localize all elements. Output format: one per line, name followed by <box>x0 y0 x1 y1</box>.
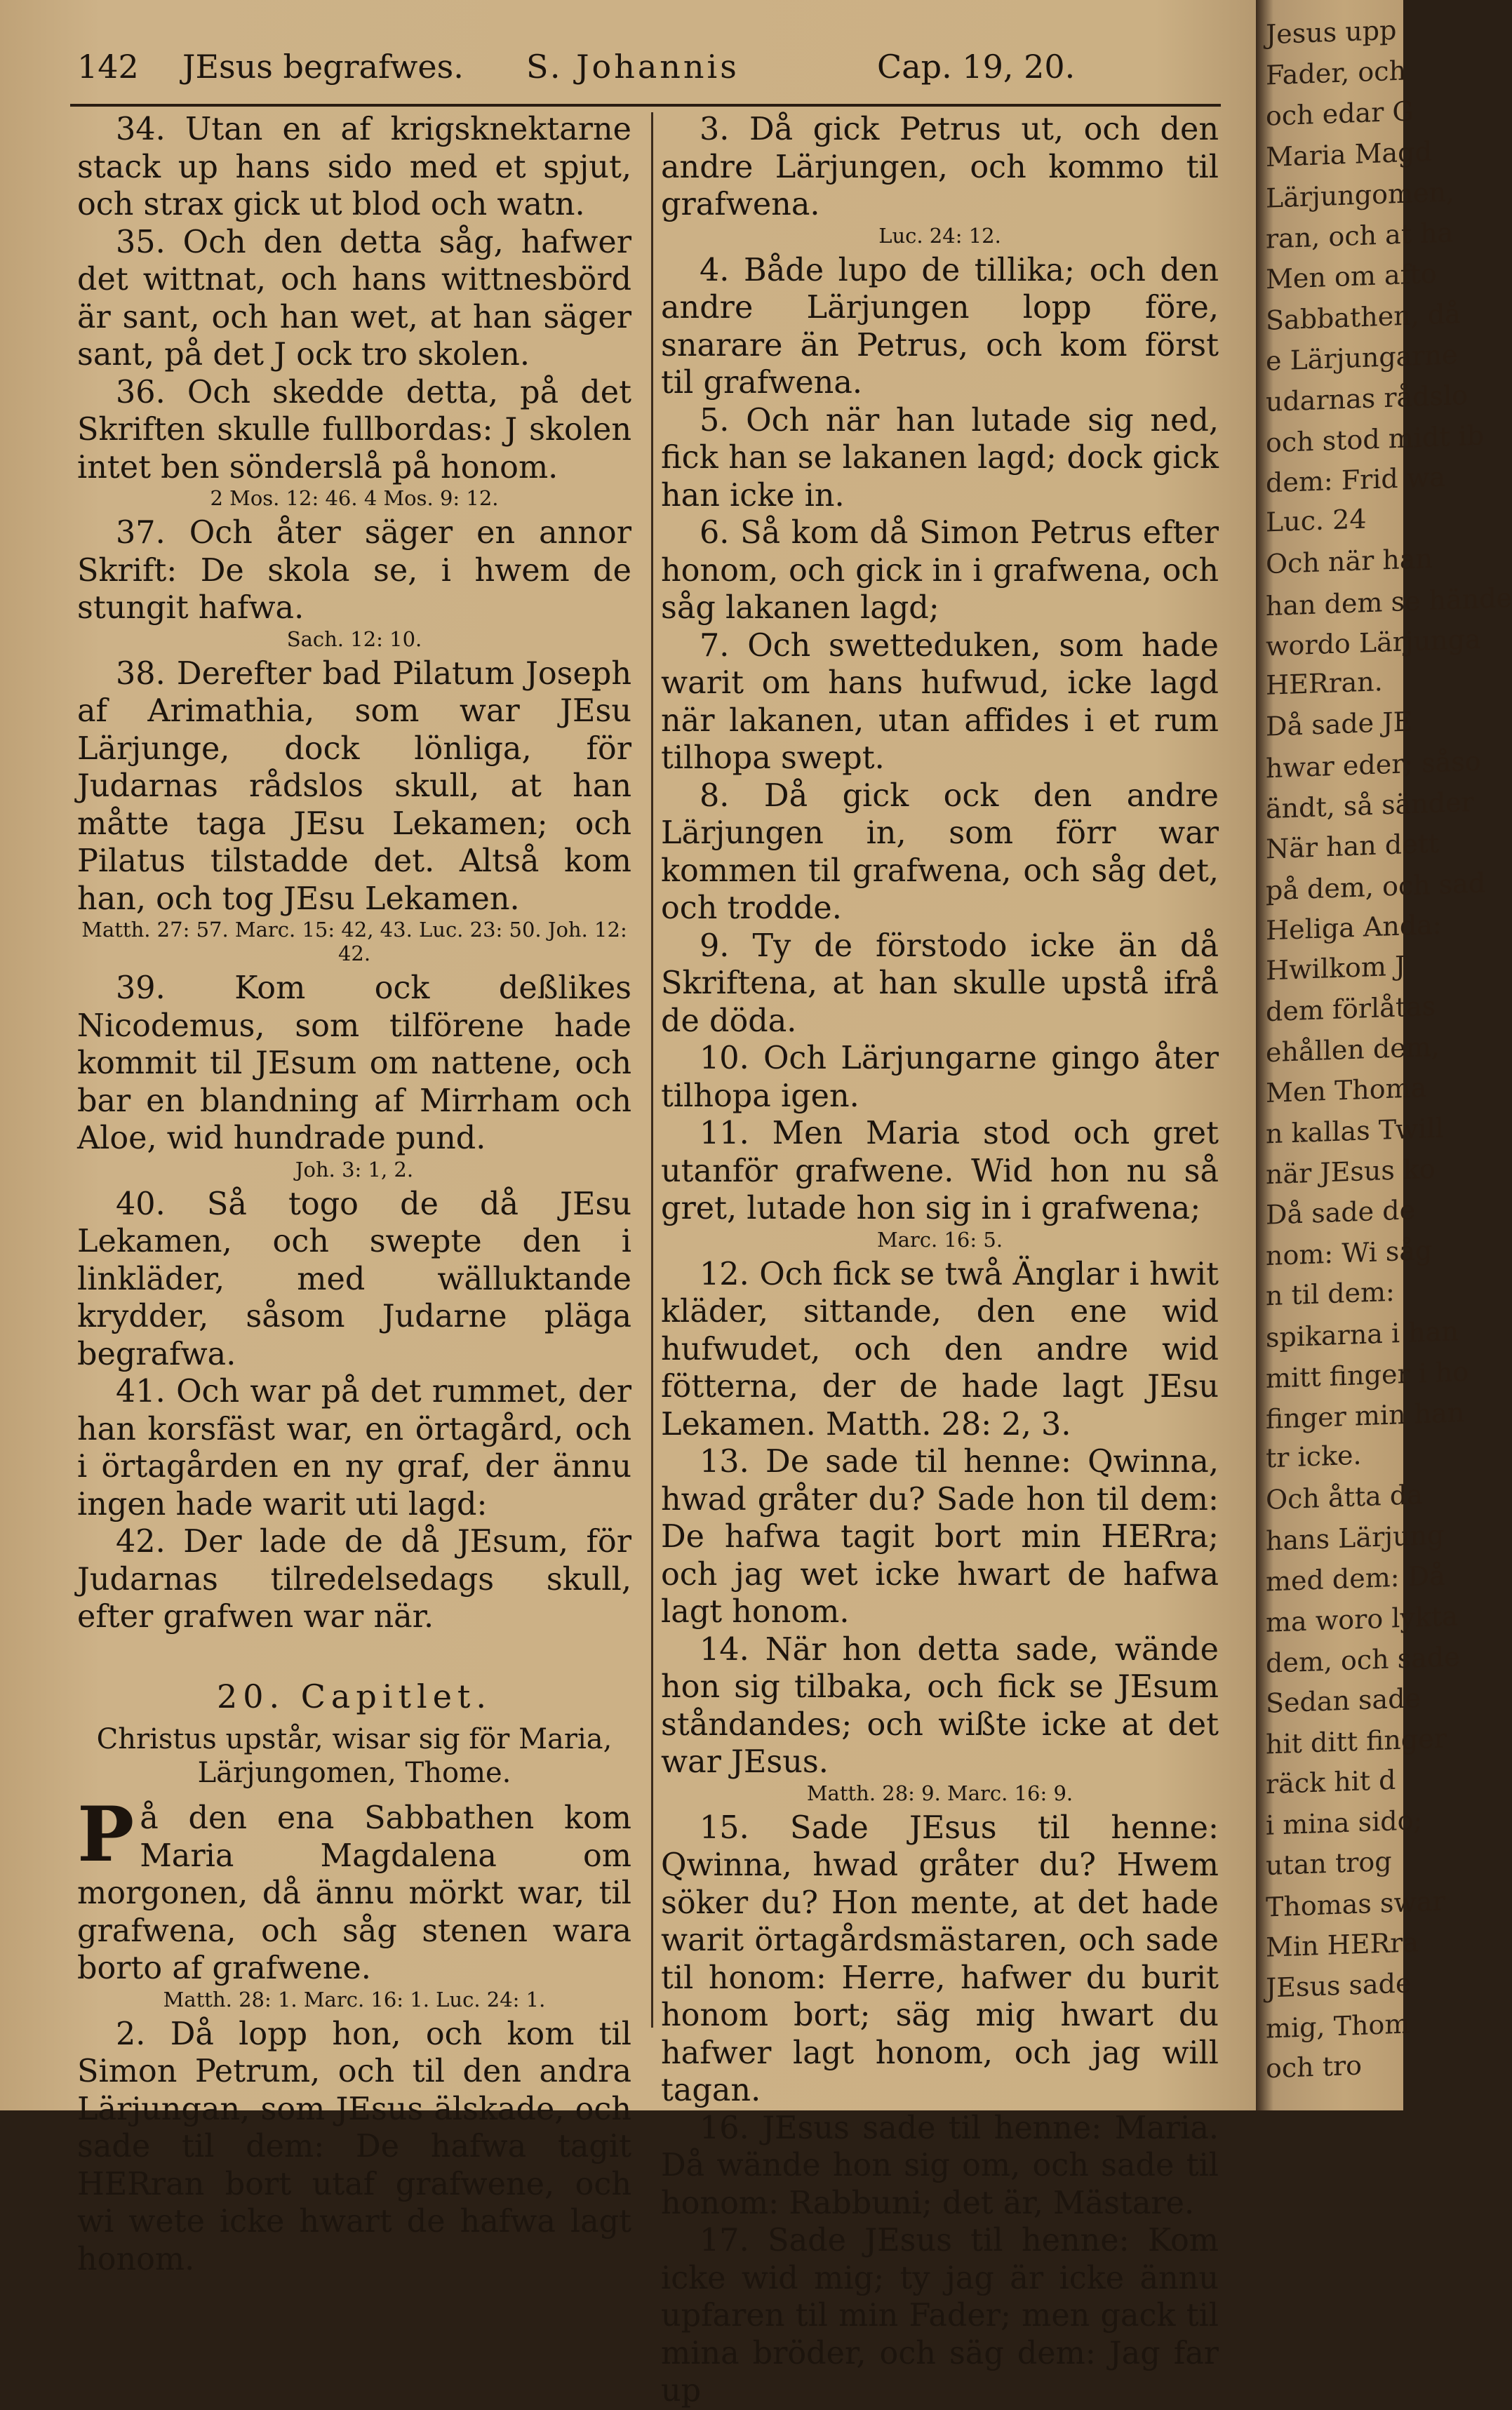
chapter-ref: Cap. 19, 20. <box>877 48 1076 86</box>
facing-page-fragment: Lärjungomen, <box>1266 176 1455 214</box>
facing-page-fragment: Sabbathen, då <box>1266 298 1461 336</box>
right-column <box>661 111 1219 2410</box>
facing-page-fragment: utan trog <box>1266 1845 1392 1882</box>
verse: 10. Och Lärjungarne gingo åter tilhopa igen. <box>661 1040 1219 1114</box>
facing-page-fragment: mitt finger i ho <box>1266 1355 1469 1395</box>
cross-reference: Matth. 28: 1. Marc. 16: 1. Luc. 24: 1. <box>163 1987 546 2011</box>
facing-page-fragment: Luc. 24 <box>1266 503 1367 538</box>
facing-page-fragment: i mina sido; <box>1266 1805 1423 1841</box>
cross-reference: Marc. 16: 5. <box>876 1227 1003 1252</box>
book-title: S. Johannis <box>526 48 740 86</box>
facing-page-fragment: hit ditt finger <box>1266 1722 1447 1760</box>
cross-reference: Matth. 27: 57. Marc. 15: 42, 43. Luc. 23: 50. Joh. 12: 42. <box>81 918 627 965</box>
verse: 5. Och när han lutade sig ned, fick han se lakanen lagd; dock gick han icke in. <box>661 402 1219 514</box>
facing-page-fragment: Hwilkom J <box>1266 950 1406 986</box>
facing-page-fragment: ändt, så sänder <box>1266 786 1474 825</box>
facing-page-fragment: och edar G <box>1266 95 1414 132</box>
facing-page-fragment: Men om afto <box>1266 257 1437 295</box>
facing-page-fragment: och tro <box>1266 2049 1363 2084</box>
verse: 6. Så kom då Simon Petrus efter honom, och gick in i grafwena, och såg lakanen lagd; <box>661 515 1219 626</box>
facing-page-fragment: Min HERra <box>1266 1927 1419 1963</box>
facing-page-fragment: dem förlåtas <box>1266 990 1436 1028</box>
running-title: JEsus begrafwes. <box>182 48 464 86</box>
facing-page-fragment: ran, och at ha <box>1266 217 1454 255</box>
facing-page-fragment: när JEsus ko <box>1266 1153 1436 1191</box>
facing-page-fragment: hans Lärjung <box>1266 1519 1445 1557</box>
verse: 8. Då gick ock den andre Lärjungen in, som förr war kommen til grafwena, och såg det, och trodde. <box>661 777 1219 926</box>
verse: 17. Sade JEsus til henne: Kom icke wid mig; ty jag är icke ännu upfaren til min Fader; men gack til mina bröder, och säg dem: Jag far up <box>661 2223 1219 2409</box>
facing-page-fragment: ma woro lykta <box>1266 1600 1458 1638</box>
facing-page-fragment: Och när han <box>1266 542 1433 580</box>
verse: 42. Der lade de då JEsum, för Judarnas tilredelsedags skull, efter grafwen war när. <box>77 1524 631 1635</box>
drop-cap: P <box>77 1790 135 1879</box>
header-rule <box>70 104 1221 107</box>
facing-page-fragment: dem: Frid wa <box>1266 461 1445 499</box>
verse-1 <box>77 1790 631 1988</box>
column-divider <box>651 112 653 2028</box>
facing-page-fragment: Fader, och <box>1266 55 1407 91</box>
verse: 11. Men Maria stod och gret utanför grafwene. Wid hon nu så gret, lutade hon sig in i grafwena; <box>661 1116 1219 1226</box>
facing-page-fragment: dem, och sade <box>1266 1641 1460 1679</box>
facing-page-fragment: HERran. <box>1266 666 1383 701</box>
verse: 40. Så togo de då JEsu Lekamen, och swepte den i linkläder, med wälluktande krydder, såsom Judarne pläga begrafwa. <box>77 1186 631 1372</box>
cross-reference: Joh. 3: 1, 2. <box>295 1157 414 1181</box>
facing-page-fragment: han dem se hände <box>1266 582 1512 622</box>
verse-1-text: å den ena Sabbathen kom Maria Magdalena om morgonen, då ännu mörkt war, til grafwena, och såg stenen wara borto af grafwene. <box>77 1800 631 1986</box>
verse: 41. Och war på det rummet, der han korsfäst war, en örtagård, och i örtagården en ny graf, der ännu ingen hade warit uti lagd: <box>77 1374 631 1522</box>
verse: 34. Utan en af krigsknektarne stack up hans sido med et spjut, och strax gick ut blod och watn. <box>77 112 631 222</box>
cross-reference: Matth. 28: 9. Marc. 16: 9. <box>806 1781 1073 1805</box>
verse: 14. När hon detta sade, wände hon sig tilbaka, och fick se JEsum ståndandes; och wißte icke at det war JEsus. <box>661 1631 1219 1780</box>
facing-page-fragment: nom: Wi såg <box>1266 1234 1433 1272</box>
verse: 4. Både lupo de tillika; och den andre Lärjungen lopp före, snarare än Petrus, och kom först til grafwena. <box>661 252 1219 401</box>
facing-page-fragment: Thomas swar <box>1266 1885 1445 1923</box>
facing-page-fragment: e Lärjungarne <box>1266 339 1458 377</box>
verse: 35. Och den detta såg, hafwer det wittnat, och hans wittnesbörd är sant, och han wet, at han säger sant, på det J ock tro skolen. <box>77 224 631 373</box>
cross-reference: Luc. 24: 12. <box>878 223 1001 248</box>
verse: 12. Och fick se twå Änglar i hwit kläder, sittande, den ene wid hufwudet, och den andre wid fötterna, der de hade lagt JEsu Lekamen. Matth. 28: 2, 3. <box>661 1256 1219 1442</box>
facing-page-fragment: Maria Magd <box>1266 135 1432 173</box>
left-column <box>77 111 631 2278</box>
facing-page-fragment: Men Thoma <box>1266 1071 1427 1109</box>
facing-page-fragment: spikarna i han <box>1266 1316 1459 1353</box>
facing-page-fragment: Sedan sade <box>1266 1682 1421 1719</box>
running-header <box>77 48 1228 97</box>
facing-page-fragment: n kallas Twill <box>1266 1112 1444 1150</box>
facing-page-fragment: Jesus upp <box>1266 14 1397 51</box>
chapter-summary: Christus upstår, wisar sig för Maria, Lärjungomen, Thome. <box>96 1723 613 1789</box>
verse: 38. Derefter bad Pilatum Joseph af Arimathia, som war JEsu Lärjunge, dock lönliga, för Judarnas rådslos skull, at han måtte taga JEsu Lekamen; och Pilatus tilstadde det. Altså kom han, och tog JEsu Lekamen. <box>77 655 631 917</box>
verse: 13. De sade til henne: Qwinna, hwad gråter du? Sade hon til dem: De hafwa tagit bort min HERra; och jag wet icke hwart de hafwa lagt honom. <box>661 1444 1219 1630</box>
facing-page-fragment: När han dett <box>1266 827 1440 865</box>
facing-page-fragment: Och åtta da <box>1266 1479 1423 1515</box>
facing-page-fragment: mig, Thom <box>1266 2008 1410 2044</box>
facing-page-fragment: räck hit d <box>1266 1764 1396 1800</box>
verse: 37. Och åter säger en annor Skrift: De skola se, i hwem de stungit hafwa. <box>77 515 631 626</box>
cross-reference: Sach. 12: 10. <box>286 627 422 651</box>
verse: 36. Och skedde detta, på det Skriften skulle fullbordas: J skolen intet ben sönderslå på honom. <box>77 374 631 486</box>
facing-page-fragment: tr icke. <box>1266 1439 1362 1474</box>
facing-page-fragment: wordo Lärjunga <box>1266 623 1481 662</box>
facing-page-fragment: med dem: Då <box>1266 1560 1445 1598</box>
facing-page-fragment: och stod midt ib <box>1266 420 1485 459</box>
facing-page-fragment: finger min han <box>1266 1397 1465 1435</box>
facing-page-fragment: n til dem: <box>1266 1276 1395 1312</box>
chapter-title: 20. Capitlet. <box>216 1677 493 1715</box>
facing-page-fragment: Då sade JE <box>1266 706 1413 742</box>
facing-page-edge <box>1256 0 1512 2110</box>
verse: 16. JEsus sade til henne: Maria. Då wände hon sig om, och sade til honom: Rabbuni; det är, Mästare. <box>661 2110 1219 2221</box>
facing-page-fragment: på dem, och sad <box>1266 867 1486 906</box>
verse: 2. Då lopp hon, och kom til Simon Petrum, och til den andra Lärjungan, som JEsus älskade, och sade til dem: De hafwa tagit HERran bort utaf grafwene, och wi wete icke hwart de hafwa lagt honom. <box>77 2016 631 2277</box>
facing-page-fragment: Heliga Anda: <box>1266 909 1442 946</box>
facing-page-fragment: udarnas rådslo <box>1266 379 1468 418</box>
facing-page-fragment: hwar eder; såso <box>1266 745 1481 784</box>
verse: 3. Då gick Petrus ut, och den andre Lärjungen, och kommo til grafwena. <box>661 112 1219 222</box>
facing-page-fragment: JEsus sade <box>1266 1967 1412 2004</box>
verse: 39. Kom ock deßlikes Nicodemus, som tilförene hade kommit til JEsum om nattene, och bar en blandning af Mirrham och Aloe, wid hundrade pund. <box>77 970 631 1156</box>
page-number: 142 <box>77 48 139 86</box>
facing-page-fragment: ehållen dem, <box>1266 1031 1440 1069</box>
facing-page-fragment: Då sade de <box>1266 1194 1416 1231</box>
cross-reference: 2 Mos. 12: 46. 4 Mos. 9: 12. <box>210 486 499 510</box>
verse: 15. Sade JEsus til henne: Qwinna, hwad gråter du? Hwem söker du? Hon mente, at det hade warit örtagårdsmästaren, och sade til honom: Herre, hafwer du burit honom bort; säg mig hwart du hafwer lagt honom, och jag will tagan. <box>661 1809 1219 2108</box>
verse: 9. Ty de förstodo icke än då Skriftena, at han skulle upstå ifrå de döda. <box>661 928 1219 1039</box>
verse: 7. Och swetteduken, som hade warit om hans hufwud, icke lagd när lakanen, utan affides i et rum tilhopa swept. <box>661 627 1219 776</box>
